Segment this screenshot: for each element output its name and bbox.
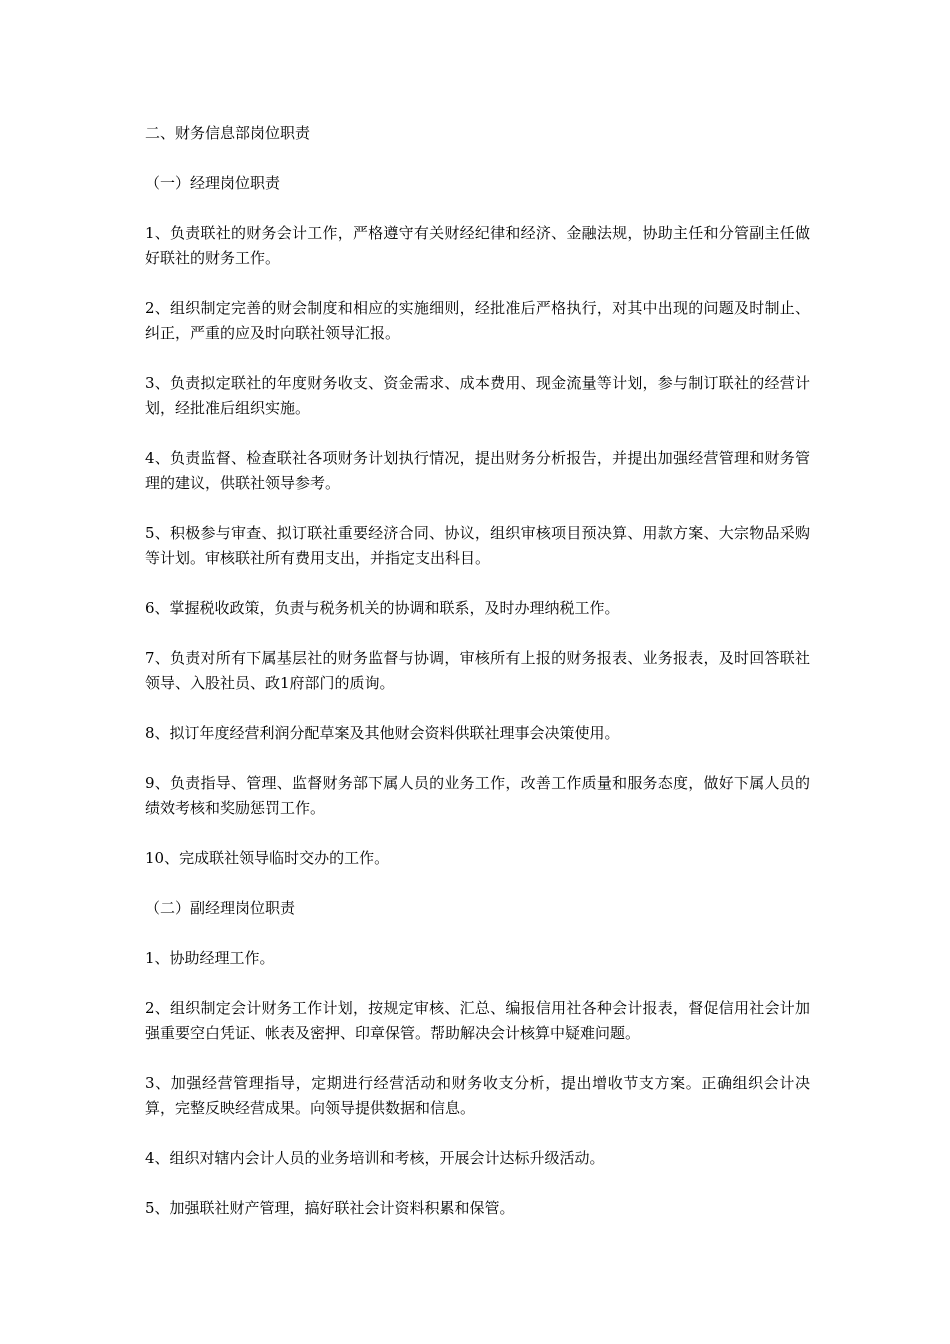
deputy-item-2: 2、组织制定会计财务工作计划，按规定审核、汇总、编报信用社各种会计报表，督促信用社会计加强重要空白凭证、帐表及密押、印章保管。帮助解决会计核算中疑难问题。 bbox=[145, 999, 810, 1042]
document-page bbox=[145, 121, 810, 1221]
manager-item-3: 3、负责拟定联社的年度财务收支、资金需求、成本费用、现金流量等计划，参与制订联社的经营计划，经批准后组织实施。 bbox=[145, 374, 810, 417]
deputy-heading: （二）副经理岗位职责 bbox=[145, 899, 296, 917]
deputy-item-3: 3、加强经营管理指导，定期进行经营活动和财务收支分析，提出增收节支方案。正确组织会计决算，完整反映经营成果。向领导提供数据和信息。 bbox=[145, 1074, 810, 1117]
deputy-item-5: 5、加强联社财产管理，搞好联社会计资料积累和保管。 bbox=[145, 1199, 515, 1217]
manager-heading: （一）经理岗位职责 bbox=[145, 174, 281, 192]
manager-item-5: 5、积极参与审查、拟订联社重要经济合同、协议，组织审核项目预决算、用款方案、大宗物品采购等计划。审核联社所有费用支出，并指定支出科目。 bbox=[145, 524, 810, 567]
manager-item-1: 1、负责联社的财务会计工作，严格遵守有关财经纪律和经济、金融法规，协助主任和分管副主任做好联社的财务工作。 bbox=[145, 224, 810, 267]
manager-item-7: 7、负责对所有下属基层社的财务监督与协调，审核所有上报的财务报表、业务报表，及时回答联社领导、入股社员、政1府部门的质询。 bbox=[145, 649, 810, 692]
deputy-item-1: 1、协助经理工作。 bbox=[145, 949, 275, 967]
manager-item-2: 2、组织制定完善的财会制度和相应的实施细则，经批准后严格执行，对其中出现的问题及时制止、纠正，严重的应及时向联社领导汇报。 bbox=[145, 299, 810, 342]
manager-item-9: 9、负责指导、管理、监督财务部下属人员的业务工作，改善工作质量和服务态度，做好下属人员的绩效考核和奖励惩罚工作。 bbox=[145, 774, 810, 817]
manager-item-6: 6、掌握税收政策，负责与税务机关的协调和联系，及时办理纳税工作。 bbox=[145, 599, 620, 617]
manager-item-8: 8、拟订年度经营利润分配草案及其他财会资料供联社理事会决策使用。 bbox=[145, 724, 620, 742]
section-title: 二、财务信息部岗位职责 bbox=[145, 124, 311, 142]
manager-item-10: 10、完成联社领导临时交办的工作。 bbox=[145, 849, 390, 867]
manager-item-4: 4、负责监督、检查联社各项财务计划执行情况，提出财务分析报告，并提出加强经营管理和财务管理的建议，供联社领导参考。 bbox=[145, 449, 810, 492]
deputy-item-4: 4、组织对辖内会计人员的业务培训和考核，开展会计达标升级活动。 bbox=[145, 1149, 605, 1167]
